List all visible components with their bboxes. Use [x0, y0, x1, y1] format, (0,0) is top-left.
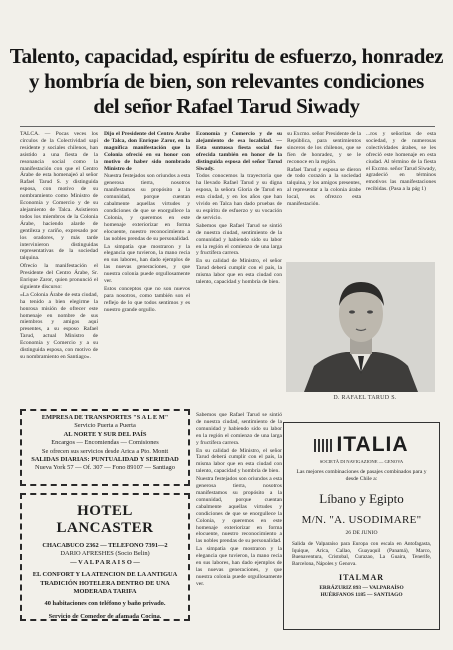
article-lead: Dijo el Presidente del Centro Árabe de Talca, don Enrique Zaror, en la magnífica manifestación que la Colonia ofreció en su honor con motivo de haber sido nombrado Ministro de — [104, 131, 190, 172]
italia-agent: ITALMAR — [338, 573, 385, 583]
italia-subtitle: SOCIETÀ DI NAVIGAZIONE — GENOVA — [319, 459, 404, 464]
hotel-rooms: 40 habitaciones con teléfono y baño privado. — [44, 600, 166, 608]
article-paragraph: «La Colonia Árabe de esta ciudad, ha tenido a bien elegirme la honrosa misión de ofrecer este homenaje en nombre de sus miembros y amigos aquí presentes, a su esposo Rafael Tarud, actual Ministro de Economía y Comercio y a su distinguida esposa, con motivo de su nombramiento en Santiago». — [20, 291, 98, 360]
ad-text: Nueva York 57 — Of. 307 — Fono 89107 — Santiago — [35, 464, 175, 472]
italia-intro: Las mejores combinaciones de pasajes combinados para y desde Chile a: — [296, 469, 427, 482]
italia-logo — [284, 433, 439, 457]
headline-line-1: Talento, capacidad, espíritu de esfuerzo, honradez — [9, 44, 444, 68]
article-lead: Economía y Comercio y de su alejamiento de esa localidad. — Esta suntuosa fiesta social fue ofrecida también en honor de la distinguida esposa del señor Tarud Siwady. — [196, 131, 282, 172]
article-column-2 — [104, 131, 190, 397]
flag-icon — [314, 439, 332, 452]
article-paragraph: Nuestra festejados son oriundos a esta generosa tierra, nosotros manifestamos su propósito a la comunidad, porque cuentan cabalmente aquellas virtudes y condiciones de que se enorgullece la Colonia, y queremos en este homenaje exteriorizar en forma elocuente, nuestro reconocimiento a las nobles prendas de su personalidad. — [104, 173, 190, 242]
headline-line-3: del señor Rafael Tarud Siwady — [93, 94, 360, 118]
article-paragraph: Rafael Tarud y esposa se dieron de todo corazón a la sociedad talquina, y los amigos presentes, al representar a la colonia árabe local, os ofrezco esta manifestación. — [287, 166, 361, 208]
italia-logo-text: ITALIA — [336, 433, 409, 456]
hotel-address: CHACABUCO 2362 — TELEFONO 7391—2 — [42, 542, 168, 549]
article-paragraph: su Excmo. señor Presidente de la República, para sentimientos sinceros de los chilenos, que se fíen de honradez, y se le reconoce en la región. — [287, 131, 361, 165]
article-column-5 — [366, 131, 436, 259]
ad-text: Encargos — Encomiendas — Comisiones — [51, 439, 159, 447]
article-paragraph: Nuestra festejados son oriundos a esta generosa tierra, nosotros manifestamos su propósito a la comunidad, porque cuentan cabalmente aquellas virtudes y condiciones de que se enorgullece la Colonia, y queremos en este homenaje exteriorizar en forma elocuente, nuestro reconocimiento a las nobles prendas de su personalidad. — [196, 476, 282, 545]
article-paragraph: ...ros y señoritas de esta sociedad, y de numerosas colectividades árabes, se les ofreció este homenaje en esta ciudad. Al término de la fiesta el Excmo. señor Tarud Siwady, agradeció en términos emotivos las manifestaciones recibidas. (Pasa a la pág 1) — [366, 131, 436, 193]
ad-text: SALIDAS DIARIAS: PUNTUALIDAD Y SERIEDAD — [31, 456, 179, 464]
hotel-dining: Servicio de Comedor de afamada Cocina. — [48, 612, 162, 620]
article-column-1 — [20, 131, 98, 393]
headline-line-2: y hombría de bien, son relevantes condiciones — [28, 69, 425, 93]
article-column-3 — [196, 131, 282, 409]
ad-hotel-lancaster — [20, 493, 190, 621]
article-paragraph: Ofrecío la manifestación el Presidente del Centro Árabe, Sr. Enrique Zaror, quien pronunció el siguiente discurso: — [20, 263, 98, 290]
article-column-3-continued — [196, 412, 282, 622]
italia-details: Salida de Valparaíso para Europa con escala en Antofagasta, Iquique, Arica, Callao, Guayaquil (Panamá), Marco, Buenaventura, Cristobal, Curazao, La Guaira, Tenerife, Barcelona, Nápoles y Genova. — [292, 541, 431, 567]
article-paragraph: Sabemos que Rafael Tarud se sintió de nuestra ciudad, sentimiento de la comunidad y habiendo sido su labor en la región el comienzo de una larga y fructífera carrera. — [196, 222, 282, 257]
ad-title: EMPRESA DE TRANSPORTES "S A L E M" — [41, 414, 169, 421]
article-paragraph: Sabemos que Rafael Tarud se sintió de nuestra ciudad, sentimiento de la comunidad y habiendo sido su labor en la región el comienzo de una larga y fructífera carrera. — [196, 412, 282, 446]
portrait-photo-icon — [286, 262, 435, 392]
italia-ship-name: M/N. "A. USODIMARE" — [301, 514, 422, 526]
article-column-4 — [287, 131, 361, 259]
italia-date: 26 DE JUNIO — [345, 530, 378, 536]
ad-text: AL NORTE Y SUR DEL PAÍS — [63, 430, 147, 438]
article-paragraph: Estos conceptos que no son nuevos para nosotros, como también son el reflejo de lo que todos sentimos y es nuestro grande orgullo. — [104, 285, 190, 313]
article-paragraph: Todos conocemos la trayectoria que ha llevado Rafael Tarud y su digna esposa, la señora Gloria de Tarud en esta ciudad, y en los años que han vivido en Talca han dado pruebas de su espíritu de esfuerzo y su vocación de servicio. — [196, 173, 282, 221]
italia-address-1: ERRÁZURIZ 893 — VALPARAÍSO — [319, 585, 404, 592]
article-headline — [0, 44, 453, 119]
hotel-body: EL CONFORT Y LA ATENCION DE LA ANTIGUA TRADICIÓN HOTELERA DENTRO DE UNA MODERADA TARIFA — [32, 571, 178, 596]
article-paragraph: TALCA. — Pocas veces los círculos de la Colectividad sapí residente y sociales chilenos, han asistido a una fiesta de la resonancia social como la manifestación con que el Centro Árabe de esta homenajeó al señor Rafael Tarud S. y distinguida esposa, con motivo de su nombramiento como Ministro de Economía y Comercio y de su alejamiento de Talca. Asistieron todos los miembros de la Colonia Árabe, haciendo alarde de gentileza y cariño, expresado por los oradores, y más tarde intervinieron distinguidas representativas de la sociedad talquina. — [20, 131, 98, 262]
ad-text: Servicio Puerta a Puerta — [74, 422, 136, 430]
hotel-owner: DARIO AFRESHES (Socio Belin) — [60, 550, 150, 558]
ad-transportes-salem — [20, 409, 190, 486]
italia-destination: Líbano y Egipto — [319, 491, 404, 506]
article-paragraph: En su calidad de Ministro, el señor Tarud deberá cumplir con el país, la misma labor que en esta ciudad con talento, capacidad y hombría de bien. — [196, 447, 282, 475]
hotel-name: HOTEL LANCASTER — [56, 503, 154, 536]
photo-caption: D. RAFAEL TARUD S. — [333, 395, 397, 401]
ad-italia-shipping — [283, 422, 440, 630]
article-paragraph: La simpatía que mostraron y la elegancia que tuvieron, la mano recia en sus labores, han dado ejemplos de las nuevas generaciones, y que nuestra colonia puede orgullosamente ver. — [104, 243, 190, 285]
ad-text: Se ofrecen sus servicios desde Arica a Pto. Montt — [41, 447, 169, 455]
hotel-city: — V A L P A R A I S O — — [70, 558, 140, 566]
article-paragraph: En su calidad de Ministro, el señor Tarud deberá cumplir con el país, la misma labor que en esta ciudad con talento, capacidad y hombría de bien. — [196, 258, 282, 286]
portrait-photo — [286, 262, 435, 392]
headline-rule — [20, 126, 435, 127]
article-paragraph: La simpatía que mostraron y la elegancia que tuvieron, la mano recia en sus labores, han dado ejemplos de las nuevas generaciones, y que nuestra colonia puede orgullosamente ver. — [196, 546, 282, 587]
italia-address-2: HUÉRFANOS 1185 — SANTIAGO — [320, 592, 403, 599]
